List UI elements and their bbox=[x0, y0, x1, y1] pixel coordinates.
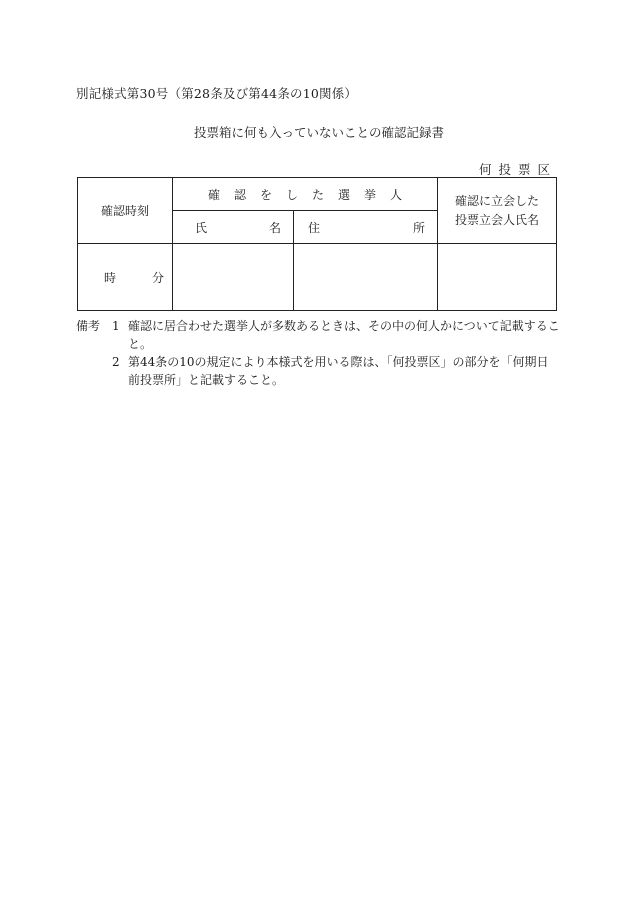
header-confirmation-time bbox=[78, 178, 173, 244]
document-title: 投票箱に何も入っていないことの確認記録書 bbox=[193, 125, 444, 140]
header-address-left: 住 bbox=[308, 220, 321, 235]
header-witness-line1: 確認に立会した bbox=[455, 193, 540, 208]
time-entry-cell bbox=[78, 244, 173, 311]
note-number: 2 bbox=[112, 355, 120, 369]
note-number: 1 bbox=[112, 319, 120, 333]
notes-section bbox=[76, 317, 560, 389]
header-witness-line2: 投票立会人氏名 bbox=[455, 212, 540, 227]
district-label: 何投票区 bbox=[478, 162, 557, 177]
header-name bbox=[173, 211, 294, 244]
notes-label: 備考 bbox=[76, 319, 101, 333]
header-witness-names bbox=[438, 178, 557, 244]
note-item bbox=[76, 353, 560, 389]
header-confirming-voters bbox=[173, 178, 438, 211]
form-number: 別記様式第30号（第28条及び第44条の10関係） bbox=[76, 86, 358, 101]
header-name-right: 名 bbox=[268, 220, 281, 235]
time-hour-label: 時 bbox=[103, 270, 116, 285]
voter-name-entry-cell bbox=[173, 244, 294, 311]
header-address bbox=[294, 211, 438, 244]
header-confirmation-time-text: 確認時刻 bbox=[100, 204, 149, 218]
confirmation-record-table bbox=[77, 177, 557, 311]
note-item bbox=[76, 317, 560, 353]
note-text: 確認に居合わせた選挙人が多数あるときは、その中の何人かについて記載すること。 bbox=[128, 319, 560, 351]
note-text: 第44条の10の規定により本様式を用いる際は、「何投票区」の部分を「何期日前投票所」と記載すること。 bbox=[128, 355, 549, 387]
header-address-right: 所 bbox=[413, 220, 426, 235]
time-minute-label: 分 bbox=[151, 270, 164, 285]
header-name-left: 氏 bbox=[195, 220, 208, 235]
voter-address-entry-cell bbox=[294, 244, 438, 311]
witness-name-entry-cell bbox=[438, 244, 557, 311]
header-confirming-voters-text: 確認をした選挙人 bbox=[208, 187, 417, 202]
